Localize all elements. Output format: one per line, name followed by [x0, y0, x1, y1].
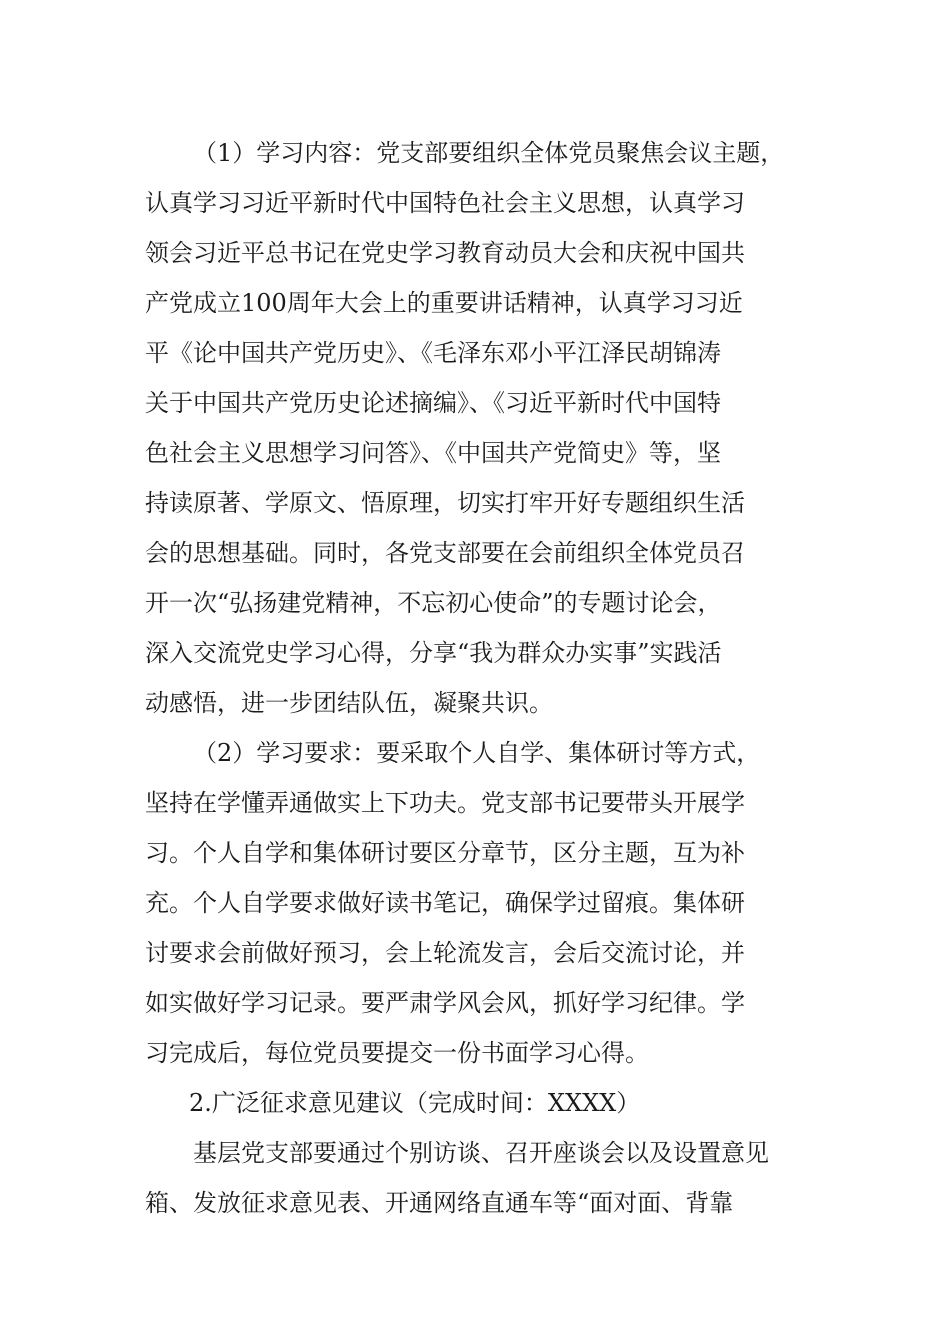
document-body	[145, 128, 820, 1228]
paragraph-solicit-opinions	[145, 1128, 820, 1228]
text-line: 开一次“弘扬建党精神，不忘初心使命”的专题讨论会，	[145, 589, 722, 617]
text-line: （2）学习要求：要采取个人自学、集体研讨等方式，	[193, 739, 761, 767]
text-line: 动感悟，进一步团结队伍，凝聚共识。	[145, 689, 553, 717]
text-line: 平《论中国共产党历史》、《毛泽东邓小平江泽民胡锦涛	[145, 339, 721, 367]
section-heading	[145, 1078, 820, 1128]
paragraph-study-content	[145, 128, 820, 728]
text-line: 充。个人自学要求做好读书笔记，确保学过留痕。集体研	[145, 889, 745, 917]
text-line: 深入交流党史学习心得，分享“我为群众办实事”实践活	[145, 639, 722, 667]
text-line: 持读原著、学原文、悟原理，切实打牢开好专题组织生活	[145, 489, 745, 517]
text-line: （1）学习内容：党支部要组织全体党员聚焦会议主题，	[193, 139, 785, 167]
text-line: 箱、发放征求意见表、开通网络直通车等“面对面、背靠	[145, 1189, 734, 1217]
text-line: 会的思想基础。同时，各党支部要在会前组织全体党员召	[145, 539, 745, 567]
text-line: 讨要求会前做好预习，会上轮流发言，会后交流讨论，并	[145, 939, 745, 967]
heading-solicit-opinions: 2.广泛征求意见建议（完成时间：XXXX）	[189, 1089, 641, 1117]
text-line: 认真学习习近平新时代中国特色社会主义思想，认真学习	[145, 189, 745, 217]
text-line: 习。个人自学和集体研讨要区分章节，区分主题，互为补	[145, 839, 745, 867]
text-line: 习完成后，每位党员要提交一份书面学习心得。	[145, 1039, 649, 1067]
text-line: 领会习近平总书记在党史学习教育动员大会和庆祝中国共	[145, 239, 745, 267]
text-line: 基层党支部要通过个别访谈、召开座谈会以及设置意见	[193, 1139, 769, 1167]
text-line: 坚持在学懂弄通做实上下功夫。党支部书记要带头开展学	[145, 789, 745, 817]
paragraph-study-requirements	[145, 728, 820, 1078]
text-line: 色社会主义思想学习问答》、《中国共产党简史》等，坚	[145, 439, 721, 467]
text-line: 产党成立100周年大会上的重要讲话精神，认真学习习近	[145, 289, 743, 317]
text-line: 如实做好学习记录。要严肃学风会风，抓好学习纪律。学	[145, 989, 745, 1017]
text-line: 关于中国共产党历史论述摘编》、《习近平新时代中国特	[145, 389, 721, 417]
